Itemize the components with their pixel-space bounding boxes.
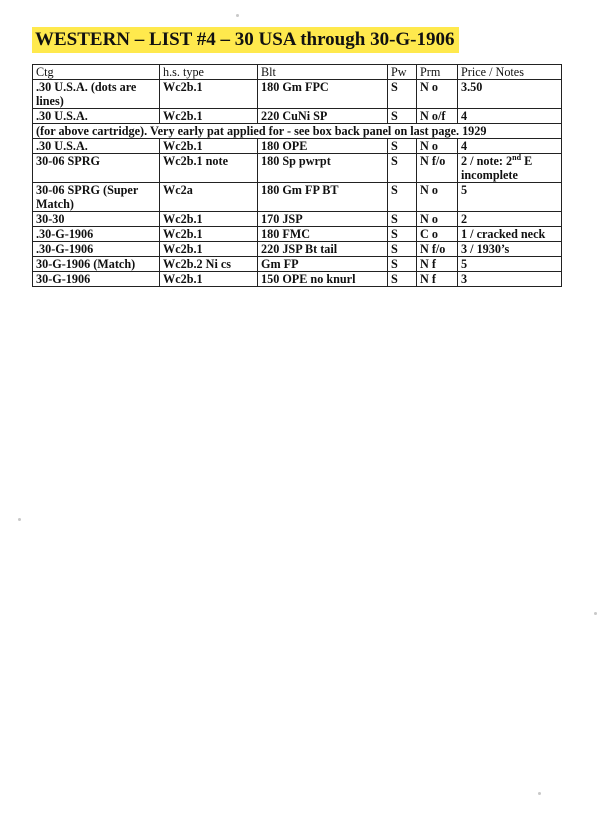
cell-prm: N o bbox=[417, 139, 458, 154]
cell-ctg: .30 U.S.A. (dots are lines) bbox=[33, 80, 160, 109]
col-header-blt: Blt bbox=[258, 65, 388, 80]
table-row bbox=[33, 242, 562, 257]
cell-prm: N o bbox=[417, 183, 458, 212]
cell-prm: N f bbox=[417, 257, 458, 272]
col-header-price-notes: Price / Notes bbox=[458, 65, 562, 80]
cell-price-notes: 5 bbox=[458, 257, 562, 272]
cell-pw: S bbox=[388, 227, 417, 242]
table-row bbox=[33, 212, 562, 227]
cell-blt: 220 CuNi SP bbox=[258, 109, 388, 124]
cell-price-notes bbox=[458, 154, 562, 183]
cell-ctg: 30-G-1906 (Match) bbox=[33, 257, 160, 272]
cell-pw: S bbox=[388, 139, 417, 154]
cell-blt: 220 JSP Bt tail bbox=[258, 242, 388, 257]
table-row bbox=[33, 80, 562, 109]
paper-speck bbox=[236, 14, 239, 17]
cell-price-notes: 4 bbox=[458, 109, 562, 124]
col-header-hs-type: h.s. type bbox=[160, 65, 258, 80]
cell-ctg: .30 U.S.A. bbox=[33, 109, 160, 124]
cell-hs-type: Wc2a bbox=[160, 183, 258, 212]
cell-pw: S bbox=[388, 272, 417, 287]
cell-pw: S bbox=[388, 80, 417, 109]
col-header-ctg: Ctg bbox=[33, 65, 160, 80]
cell-price-notes: 4 bbox=[458, 139, 562, 154]
cell-hs-type: Wc2b.1 bbox=[160, 272, 258, 287]
cell-blt: 180 Gm FP BT bbox=[258, 183, 388, 212]
cell-blt: 180 Gm FPC bbox=[258, 80, 388, 109]
paper-speck bbox=[18, 518, 21, 521]
table-note-row bbox=[33, 124, 562, 139]
cell-blt: 180 Sp pwrpt bbox=[258, 154, 388, 183]
notes-text-tail: E incomplete bbox=[461, 154, 533, 182]
cell-ctg: 30-G-1906 bbox=[33, 272, 160, 287]
cartridge-table bbox=[32, 64, 562, 287]
page-title: WESTERN – LIST #4 – 30 USA through 30-G-1906 bbox=[32, 27, 459, 53]
col-header-pw: Pw bbox=[388, 65, 417, 80]
notes-text: 2 / note: 2 bbox=[461, 154, 513, 168]
cell-blt: 170 JSP bbox=[258, 212, 388, 227]
cell-pw: S bbox=[388, 154, 417, 183]
cell-pw: S bbox=[388, 212, 417, 227]
cell-prm: N o/f bbox=[417, 109, 458, 124]
paper-speck bbox=[538, 792, 541, 795]
cell-ctg: .30-G-1906 bbox=[33, 242, 160, 257]
cell-hs-type: Wc2b.2 Ni cs bbox=[160, 257, 258, 272]
table-row bbox=[33, 227, 562, 242]
cell-pw: S bbox=[388, 242, 417, 257]
cell-blt: 180 FMC bbox=[258, 227, 388, 242]
cell-blt: 150 OPE no knurl bbox=[258, 272, 388, 287]
table-row bbox=[33, 154, 562, 183]
cell-ctg: 30-06 SPRG (Super Match) bbox=[33, 183, 160, 212]
cell-hs-type: Wc2b.1 bbox=[160, 212, 258, 227]
cell-prm: N o bbox=[417, 212, 458, 227]
cell-ctg: 30-06 SPRG bbox=[33, 154, 160, 183]
cell-prm: C o bbox=[417, 227, 458, 242]
cell-hs-type: Wc2b.1 bbox=[160, 227, 258, 242]
cell-prm: N f/o bbox=[417, 154, 458, 183]
cell-hs-type: Wc2b.1 bbox=[160, 109, 258, 124]
cell-blt: 180 OPE bbox=[258, 139, 388, 154]
cell-price-notes: 5 bbox=[458, 183, 562, 212]
cell-price-notes: 3 / 1930’s bbox=[458, 242, 562, 257]
cell-ctg: .30-G-1906 bbox=[33, 227, 160, 242]
col-header-prm: Prm bbox=[417, 65, 458, 80]
table-row bbox=[33, 257, 562, 272]
table-row bbox=[33, 109, 562, 124]
table-row bbox=[33, 183, 562, 212]
cell-hs-type: Wc2b.1 note bbox=[160, 154, 258, 183]
cell-pw: S bbox=[388, 257, 417, 272]
cell-ctg: 30-30 bbox=[33, 212, 160, 227]
cell-hs-type: Wc2b.1 bbox=[160, 80, 258, 109]
cell-note: (for above cartridge). Very early pat applied for - see box back panel on last page. 1929 bbox=[33, 124, 562, 139]
table-row bbox=[33, 272, 562, 287]
cell-price-notes: 2 bbox=[458, 212, 562, 227]
cell-hs-type: Wc2b.1 bbox=[160, 139, 258, 154]
cell-pw: S bbox=[388, 183, 417, 212]
cell-price-notes: 3.50 bbox=[458, 80, 562, 109]
cell-pw: S bbox=[388, 109, 417, 124]
cell-ctg: .30 U.S.A. bbox=[33, 139, 160, 154]
cell-prm: N f bbox=[417, 272, 458, 287]
cell-blt: Gm FP bbox=[258, 257, 388, 272]
table-header-row bbox=[33, 65, 562, 80]
paper-speck bbox=[594, 612, 597, 615]
cell-price-notes: 1 / cracked neck bbox=[458, 227, 562, 242]
cell-prm: N f/o bbox=[417, 242, 458, 257]
cell-price-notes: 3 bbox=[458, 272, 562, 287]
ordinal-superscript: nd bbox=[512, 152, 522, 162]
cell-prm: N o bbox=[417, 80, 458, 109]
cell-hs-type: Wc2b.1 bbox=[160, 242, 258, 257]
table-row bbox=[33, 139, 562, 154]
